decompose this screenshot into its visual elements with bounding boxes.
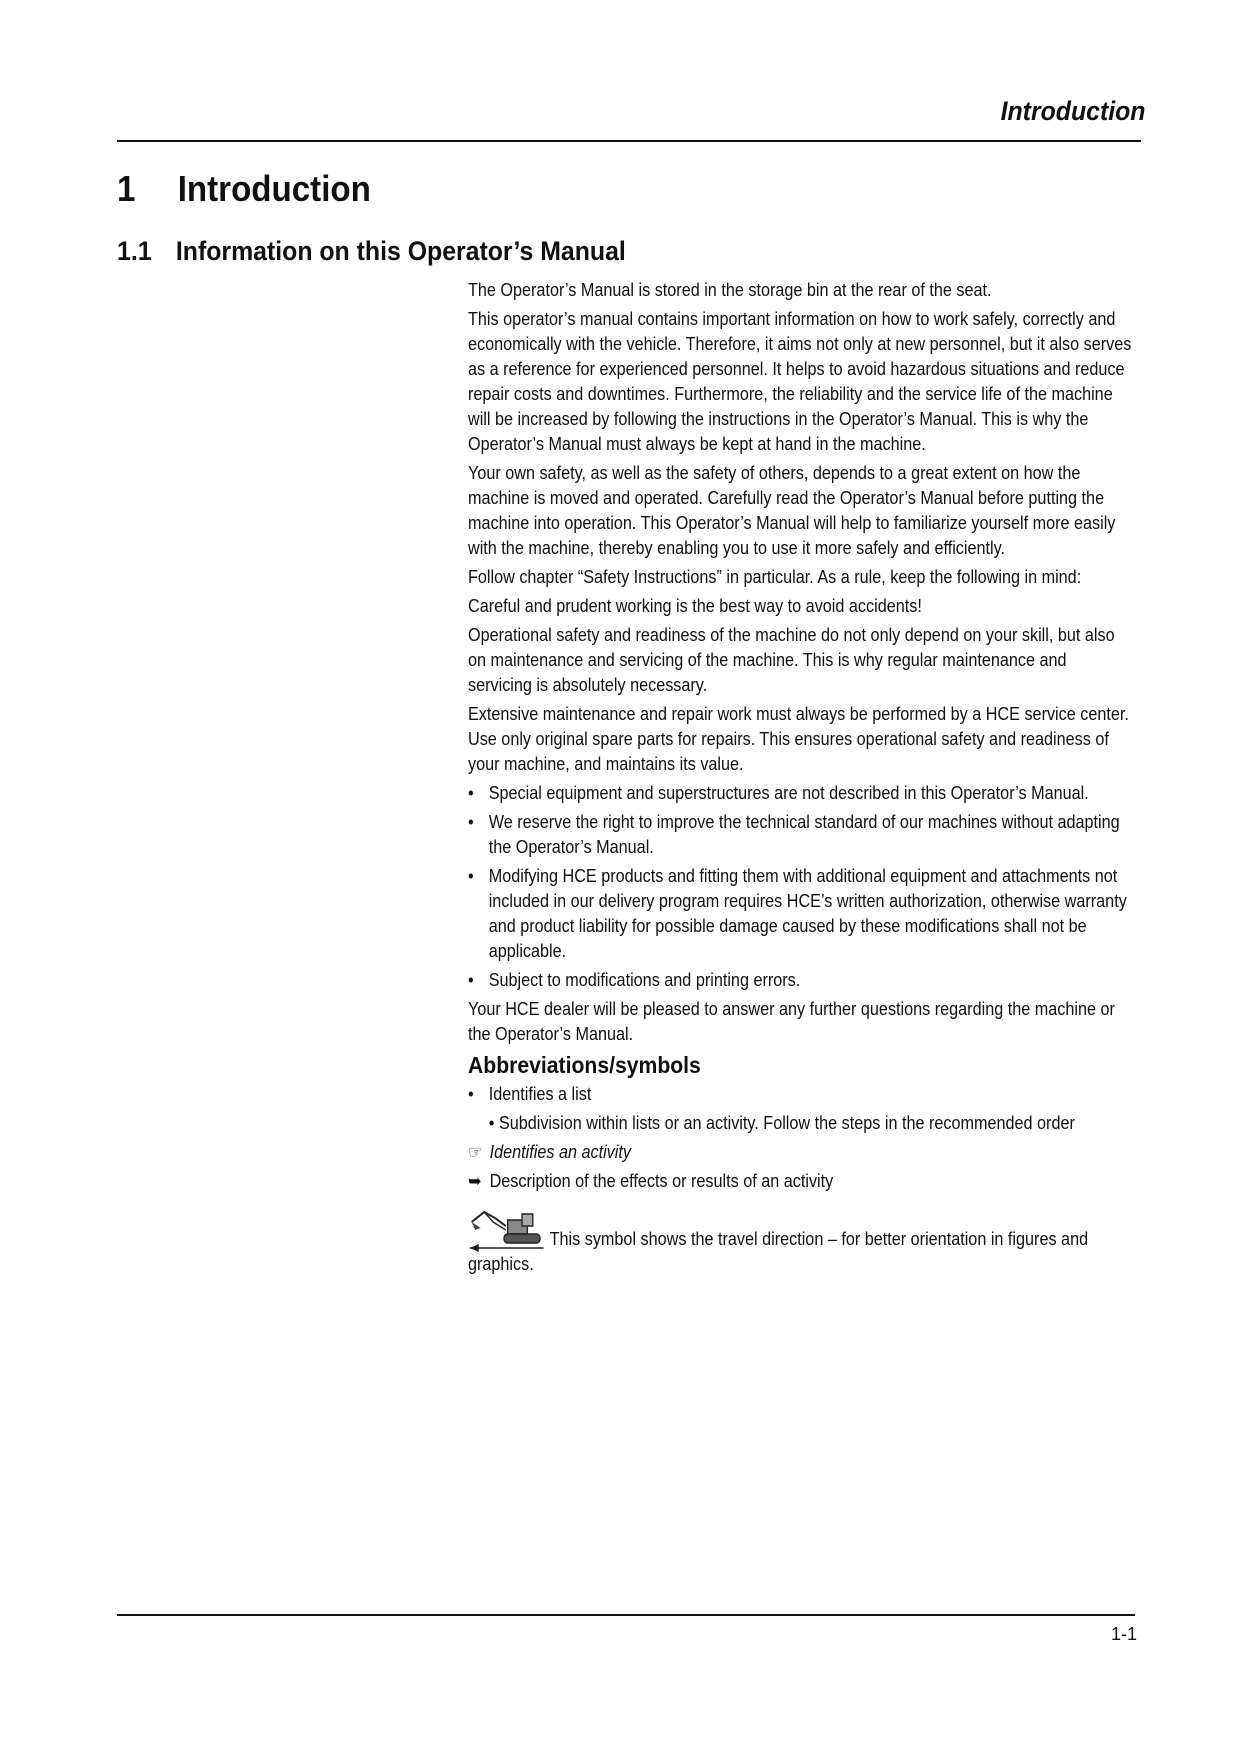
bullet-list: [468, 781, 1148, 993]
arrow-right-icon: ➥: [468, 1171, 482, 1191]
section-number: 1.1: [117, 236, 152, 266]
page-number: 1-1: [1110, 1624, 1137, 1644]
paragraph: Operational safety and readiness of the machine do not only depend on your skill, but also on maintenance and servicing of the machine. This is why regular maintenance and servicing is absolutely necessary.: [468, 625, 1115, 695]
chapter-number: 1: [117, 168, 136, 209]
running-header: Introduction: [1000, 96, 1145, 126]
activity-text: Identifies an activity: [489, 1142, 631, 1162]
bullet-icon: •: [468, 812, 474, 832]
paragraph: This operator’s manual contains important information on how to work safely, correctly and economically with the vehicle. Therefore, it aims not only at new personnel, but it also serves as a reference for experienced personnel. It helps to avoid hazardous situations and reduce repair costs and downtimes. Furthermore, the reliability and the service life of the machine will be increased by following the instructions in the Operator’s Manual. This is why the Operator’s Manual must always be kept at hand in the machine.: [468, 309, 1132, 454]
body-content: [468, 278, 1148, 1277]
travel-direction-text: This symbol shows the travel direction – for better orientation in figures and graphics.: [468, 1229, 1089, 1274]
paragraph: Careful and prudent working is the best way to avoid accidents!: [468, 596, 922, 616]
bullet-icon: •: [468, 970, 474, 990]
paragraph: Follow chapter “Safety Instructions” in particular. As a rule, keep the following in mind:: [468, 567, 1082, 587]
result-text: Description of the effects or results of an activity: [489, 1171, 834, 1191]
closing-paragraph: Your HCE dealer will be pleased to answer any further questions regarding the machine or the Operator’s Manual.: [468, 999, 1115, 1044]
list-item-text: Special equipment and superstructures are not described in this Operator’s Manual.: [488, 783, 1089, 803]
sub-list-item: [468, 1111, 1155, 1136]
list-item: [468, 1082, 1137, 1107]
list-item-text: Subject to modifications and printing errors.: [488, 970, 801, 990]
bullet-icon: •: [468, 866, 474, 886]
list-item: [468, 810, 1137, 860]
activity-symbol-row: [468, 1140, 1134, 1165]
sub-list-item-text: Subdivision within lists or an activity. Follow the steps in the recommended order: [498, 1113, 1075, 1133]
footer-rule: [117, 1614, 1135, 1616]
paragraph: Your own safety, as well as the safety of others, depends to a great extent on how the machine is moved and operated. Carefully read the Operator’s Manual before putting the machine into operation. This Operator’s Manual will help to familiarize yourself more easily with the machine, thereby enabling you to use it more safely and efficiently.: [468, 463, 1116, 558]
paragraph: Extensive maintenance and repair work must always be performed by a HCE service center. Use only original spare parts for repairs. This ensures operational safety and readiness of your machine, and maintains its value.: [468, 704, 1129, 774]
travel-direction-note: [468, 1208, 1134, 1277]
excavator-travel-direction-icon: [468, 1229, 550, 1249]
list-item-text: We reserve the right to improve the technical standard of our machines without adapting the Operator’s Manual.: [488, 812, 1120, 857]
result-symbol-row: [468, 1169, 1134, 1194]
pointing-hand-icon: ☞: [468, 1142, 483, 1162]
section-title: Information on this Operator’s Manual: [175, 236, 626, 266]
list-item-text: Modifying HCE products and fitting them with additional equipment and attachments not included in our delivery program requires HCE’s written authorization, otherwise warranty and product liability for possible damage caused by these modifications shall not be applicable.: [488, 866, 1127, 961]
bullet-icon: •: [488, 1113, 495, 1133]
list-item-text: Identifies a list: [488, 1084, 592, 1104]
list-item: [468, 864, 1137, 964]
bullet-icon: •: [468, 1084, 474, 1104]
list-item: [468, 781, 1137, 806]
abbreviations-heading: Abbreviations/symbols: [468, 1052, 701, 1078]
abbreviation-list: [468, 1082, 1148, 1107]
chapter-heading: [117, 168, 371, 210]
list-item: [468, 968, 1137, 993]
chapter-title: Introduction: [177, 168, 371, 209]
paragraph: The Operator’s Manual is stored in the storage bin at the rear of the seat.: [468, 280, 992, 300]
bullet-icon: •: [468, 783, 474, 803]
section-heading: [117, 236, 626, 267]
header-rule: [117, 140, 1141, 142]
